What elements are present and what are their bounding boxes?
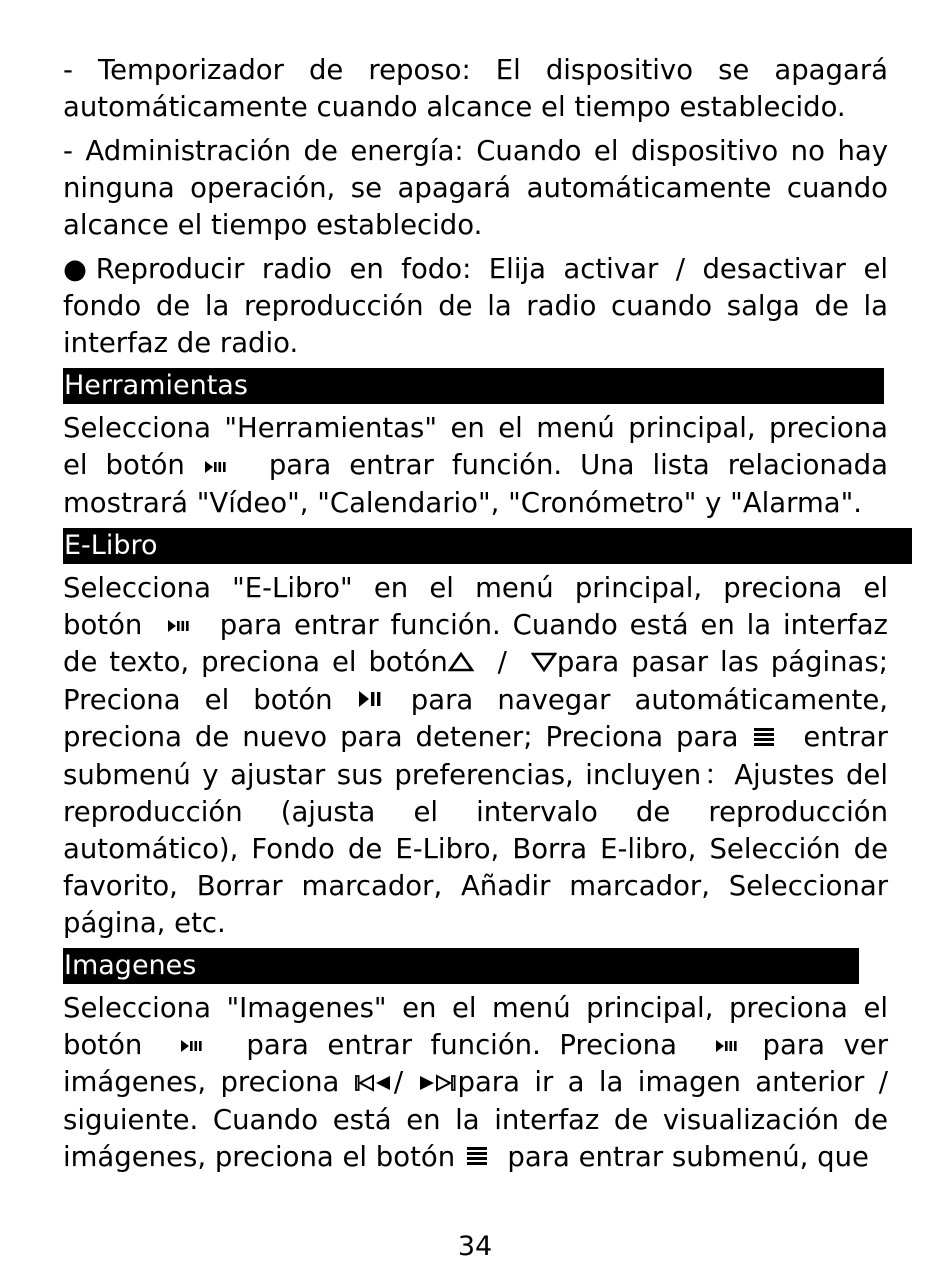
tools-text-2: para entrar función. Una lista relacionada mostrará "Vídeo", "Calendario", "Cronómetro" y "Alarma". [63, 449, 888, 519]
play-pause-icon [714, 1027, 744, 1064]
images-text-1: Selecciona "Imagenes" en el menú principal, preciona el botón [63, 991, 888, 1061]
manual-page [63, 52, 888, 1176]
section-heading-ebook: E-Libro [63, 528, 912, 564]
ebook-text-5: para navegar automáticamente, preciona de nuevo para detener; Preciona para [63, 683, 888, 753]
previous-icon [354, 1065, 394, 1102]
images-text-3: para ver imágenes, preciona [63, 1028, 889, 1098]
bullet: ● [63, 253, 96, 285]
ebook-text-6: entrar submenú y ajustar sus preferencias, incluyen：Ajustes del reproducción (ajusta el intervalo de reproducción automático), Fondo de E-Libro, Borra E-libro, Selección de favorito, Borrar marcador, Añadir marcador, Seleccionar página, etc. [63, 721, 888, 939]
power-management-paragraph: - Administración de energía: Cuando el dispositivo no hay ninguna operación, se apagará automáticamente cuando alcance el tiempo establecido. [63, 135, 888, 241]
page-number: 34 [457, 1231, 493, 1262]
play-pause-icon [179, 1027, 209, 1064]
ebook-text-2: para entrar función. Cuando está en la interfaz de texto, preciona el botón [63, 608, 888, 678]
sleep-timer-paragraph: - Temporizador de reposo: El dispositivo se apagará automáticamente cuando alcance el tiempo establecido. [63, 54, 888, 123]
next-icon [417, 1065, 457, 1102]
radio-background-text: Reproducir radio en fodo: Elija activar / desactivar el fondo de la reproducción de la radio cuando salga de la interfaz de radio. [63, 253, 889, 359]
down-triangle-icon [531, 645, 557, 682]
images-text-5: para ir a la imagen anterior / siguiente. Cuando está en la interfaz de visualización de imágenes, preciona el botón [63, 1066, 888, 1173]
ebook-text-4: para pasar las páginas; Preciona el botón [63, 646, 888, 716]
menu-icon [751, 720, 777, 757]
play-pause-icon [203, 448, 233, 485]
section-heading-images: Imagenes [63, 948, 859, 984]
ebook-paragraph [63, 570, 888, 942]
images-paragraph [63, 990, 888, 1177]
ebook-slash: / [497, 646, 507, 678]
menu-icon [464, 1139, 490, 1176]
images-slash: / [393, 1066, 404, 1098]
play-pause-icon [166, 607, 196, 644]
radio-background-paragraph [63, 251, 888, 362]
up-triangle-icon [448, 645, 474, 682]
tools-text-1: Selecciona "Herramientas" en el menú principal, preciona el botón [63, 412, 888, 481]
ebook-text-1: Selecciona "E-Libro" en el menú principal, preciona el botón [63, 571, 888, 641]
images-text-6: para entrar submenú, que [507, 1140, 869, 1173]
section-heading-tools: Herramientas [63, 368, 884, 404]
tools-paragraph [63, 410, 888, 522]
play-pause-icon [357, 682, 387, 719]
images-text-2: para entrar función. Preciona [246, 1028, 677, 1061]
